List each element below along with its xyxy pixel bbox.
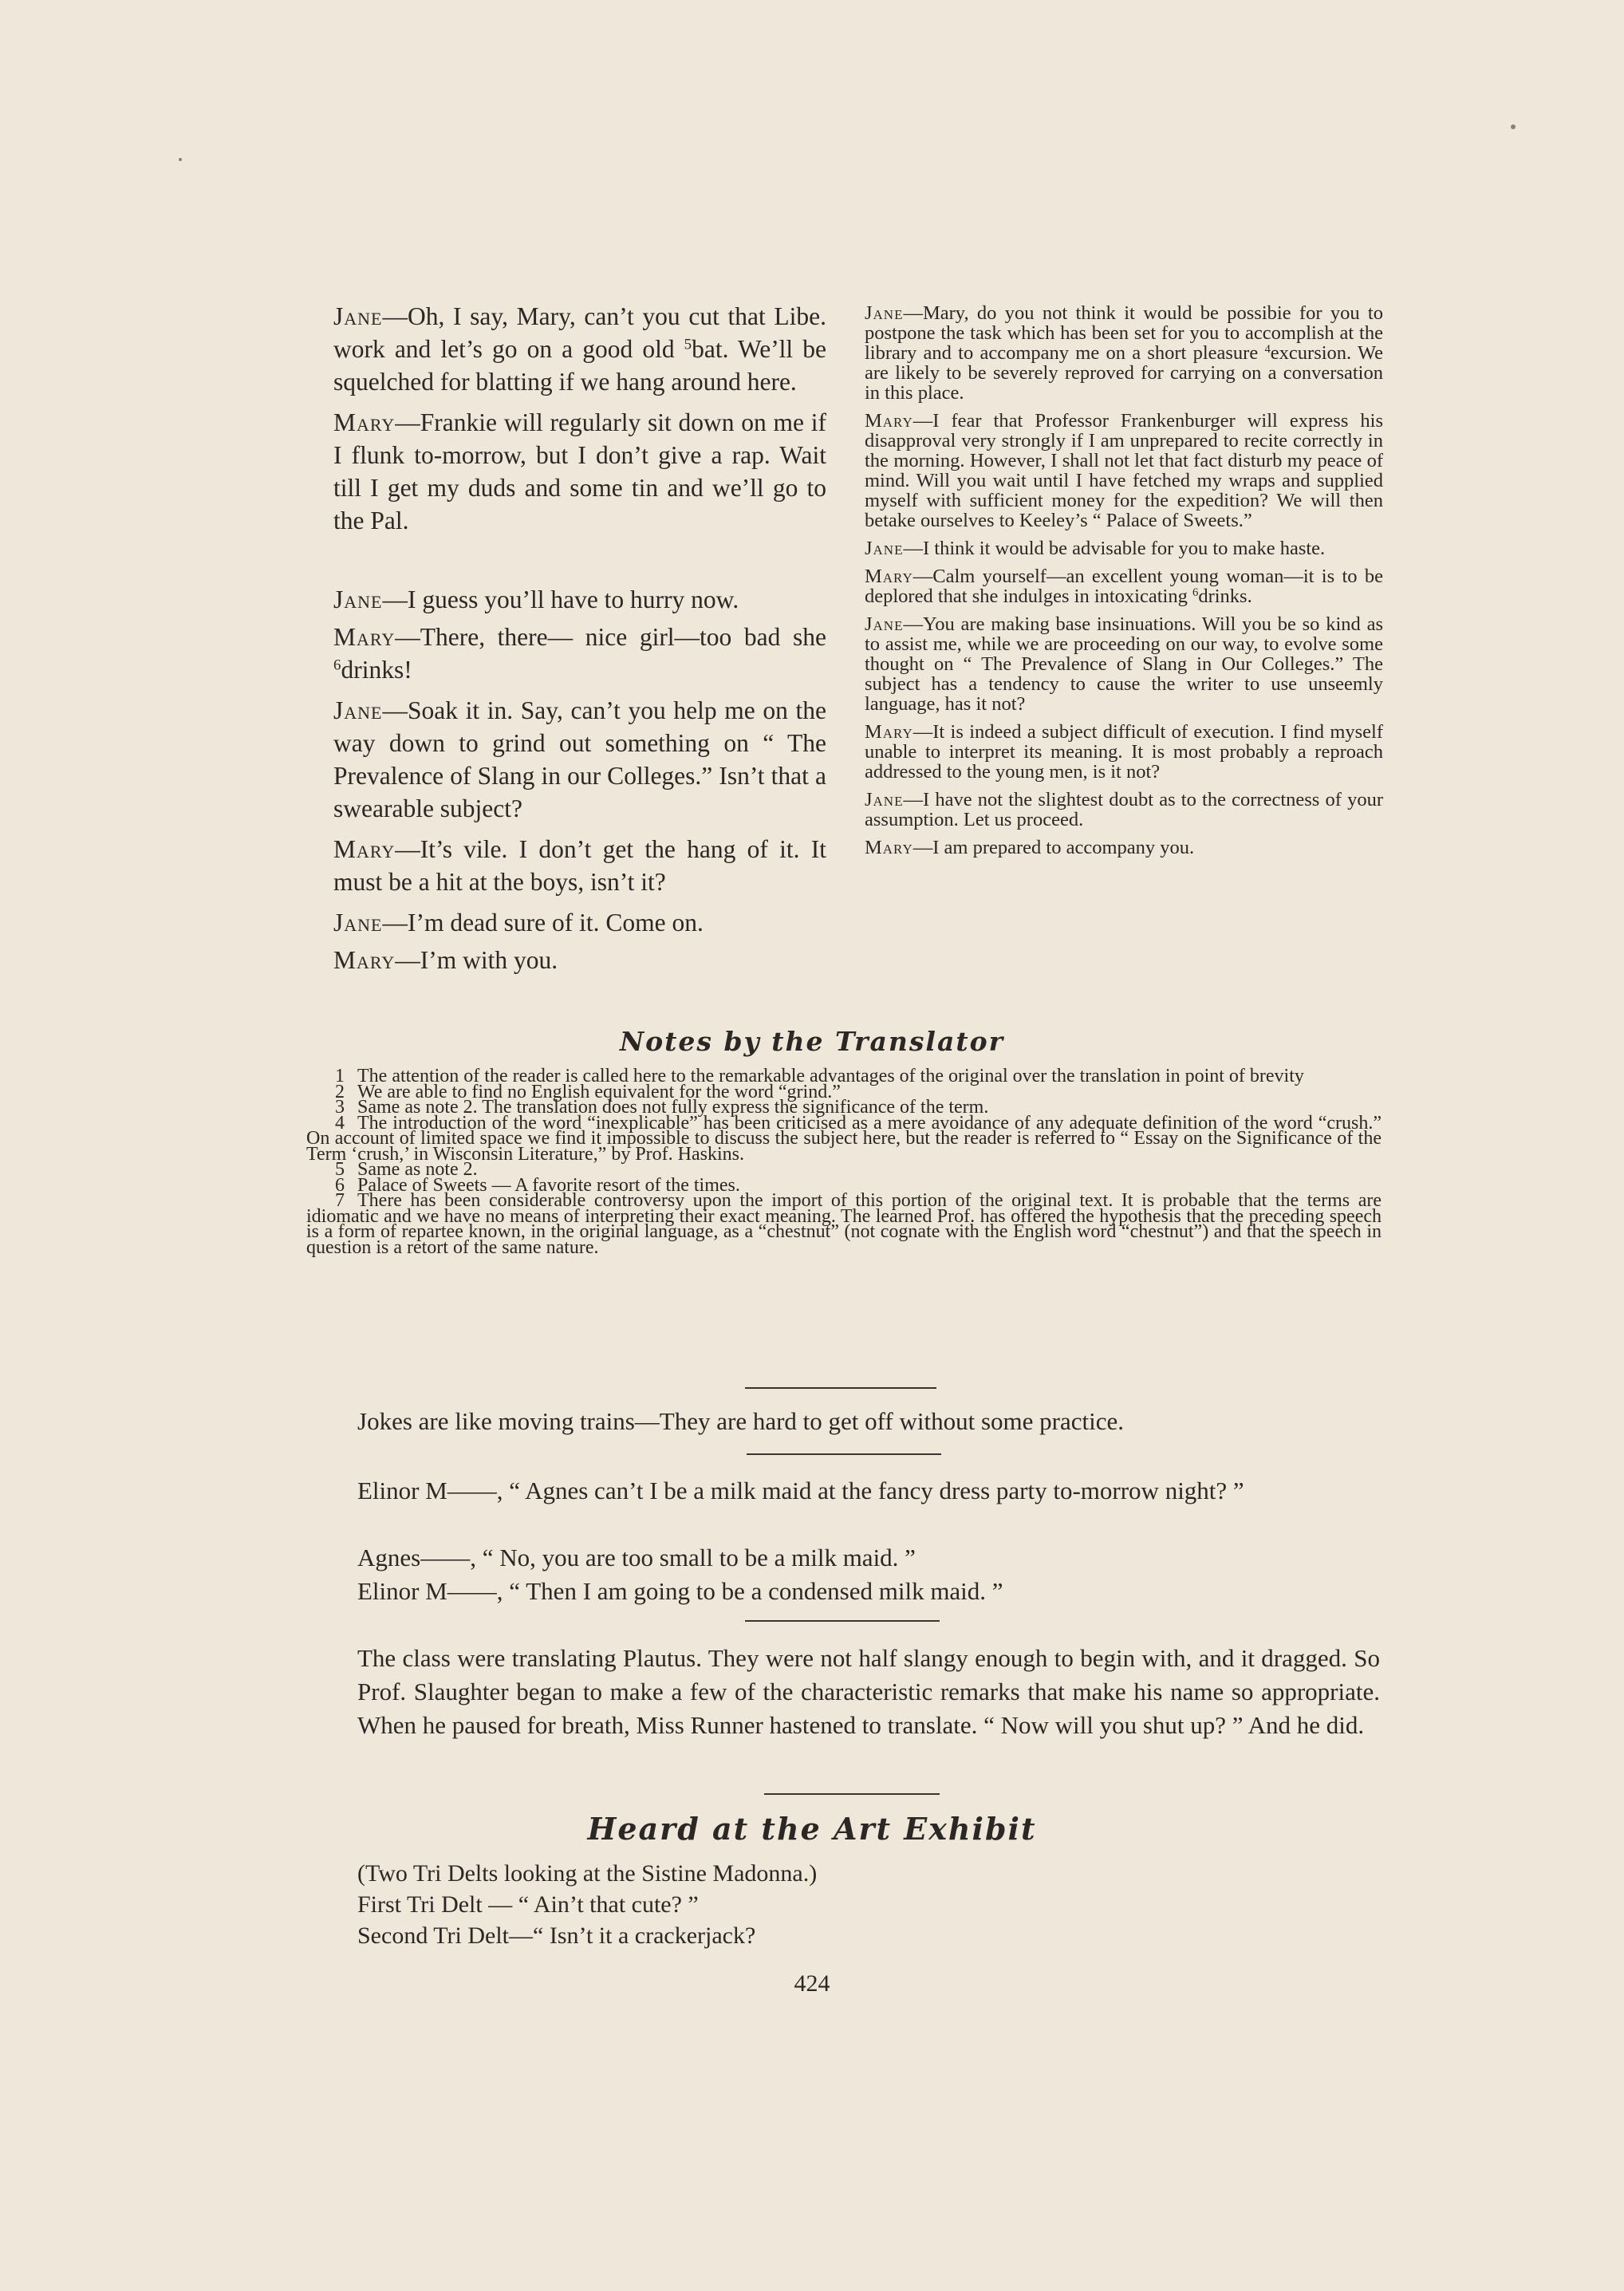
speaker-name: Jane bbox=[333, 696, 383, 724]
note-text: Same as note 2. bbox=[357, 1159, 478, 1180]
note-number: 6 bbox=[335, 1174, 345, 1196]
milk-maid-line: Elinor M——, “ Agnes can’t I be a milk maid at the fancy dress party to-morrow night? ” bbox=[357, 1477, 1244, 1504]
translator-notes bbox=[306, 1066, 1382, 1258]
dialogue-text: Frankie will regularly sit down on me if I flunk to-morrow, but I don’t give a rap. Wait till I get my duds and some tin and we’ll go to the Pal. bbox=[333, 408, 826, 534]
note-text: The attention of the reader is called here to the remarkable advantages of the original over the translation in point of brevity bbox=[357, 1066, 1304, 1086]
dialogue-text: I think it would be advisable for you to make haste. bbox=[922, 538, 1326, 559]
dialogue-text: I’m dead sure of it. Come on. bbox=[407, 909, 704, 937]
dialogue-text: bat. We’ll be squelched for blatting if we hang around here. bbox=[333, 335, 827, 396]
speaker-name: Jane bbox=[865, 789, 904, 810]
paper-speck bbox=[1511, 124, 1516, 129]
dialogue-text: Soak it in. Say, can’t you help me on the way down to grind out something on “ The Prevalence of Slang in our Colleges.” Isn’t that a swearable subject? bbox=[333, 696, 826, 822]
dialogue-line: Mary—I am prepared to accompany you. bbox=[865, 837, 1195, 858]
speaker-name: Mary bbox=[333, 835, 396, 863]
dialogue-text: It is indeed a subject difficult of execution. I find myself unable to interpret its meaning. It is most probably a reproach addressed to the young men, is it not? bbox=[865, 721, 1383, 783]
dialogue-text: There, there— nice girl—too bad she bbox=[420, 623, 826, 651]
dialogue-line: Mary—I fear that Professor Frankenburger will express his disapproval very strongly if I am unprepared to recite correctly in the morning. However, I shall not let that fact disturb my peace of mind. Will you wait until I have fetched my wraps and supplied myself with sufficient money for the expedition? We will then betake ourselves to Keeley’s “ Palace of Sweets.” bbox=[865, 410, 1383, 531]
dialogue-line: Jane—I have not the slightest doubt as to the correctness of your assumption. Let us proceed. bbox=[865, 789, 1383, 830]
dialogue-text: excursion. We are likely to be severely reproved for carrying on a conversation in this place. bbox=[865, 342, 1384, 404]
milk-maid-line: Agnes——, “ No, you are too small to be a milk maid. ” bbox=[357, 1544, 916, 1571]
divider-rule bbox=[745, 1387, 936, 1389]
speaker-name: Jane bbox=[865, 302, 904, 324]
art-exhibit-line: Second Tri Delt—“ Isn’t it a crackerjack? bbox=[357, 1922, 756, 1949]
note-number: 4 bbox=[335, 1112, 345, 1134]
dialogue-text: It’s vile. I don’t get the hang of it. It must be a hit at the boys, isn’t it? bbox=[333, 835, 826, 896]
dialogue-text: drinks! bbox=[341, 656, 412, 684]
note-text: The introduction of the word “inexplicable” has been criticised as a mere avoidance of any adequate definition of the word “crush.” On account of limited space we find it impossible to discuss the subject here, but the reader is referred to “ Essay on the Significance of the Term ‘crush,’ in Wisconsin Literature,” by Prof. Haskins. bbox=[306, 1112, 1382, 1165]
dialogue-line: Jane—Mary, do you not think it would be possibie for you to postpone the task which has been set for you to accomplish at the library and to accompany me on a short pleasure $^4$excursion. We are likely to be severely reproved for carrying on a conversation in this place. bbox=[865, 302, 1384, 404]
speaker-name: Mary bbox=[865, 837, 913, 858]
note-item bbox=[306, 1112, 1382, 1165]
note-text: We are able to find no English equivalent for the word “grind.” bbox=[357, 1081, 841, 1102]
footnote-marker: 6 bbox=[1192, 586, 1199, 599]
dialogue-line: Jane—Soak it in. Say, can’t you help me on the way down to grind out something on “ The Prevalence of Slang in our Colleges.” Isn’t that a swearable subject? bbox=[333, 696, 826, 822]
speaker-name: Mary bbox=[333, 408, 396, 436]
dialogue-line: Jane—I’m dead sure of it. Come on. bbox=[333, 909, 704, 937]
dialogue-text: I have not the slightest doubt as to the correctness of your assumption. Let us proceed. bbox=[865, 789, 1383, 830]
dialogue-line: Jane—I think it would be advisable for you to make haste. bbox=[865, 538, 1326, 559]
note-number: 7 bbox=[335, 1190, 345, 1211]
divider-rule bbox=[764, 1793, 940, 1795]
speaker-name: Mary bbox=[865, 721, 913, 743]
footnote-marker: 6 bbox=[333, 657, 341, 674]
dialogue-line: Jane—You are making base insinuations. Will you be so kind as to assist me, while we are proceeding on our way, to evolve some thought on “ The Prevalence of Slang in Our Colleges.” The subject has a tendency to cause the writer to use unseemly language, has it not? bbox=[865, 613, 1383, 715]
dialogue-line: Mary—There, there— nice girl—too bad she $^6$drinks! bbox=[333, 623, 826, 684]
paper-speck bbox=[179, 158, 182, 161]
dialogue-text: Oh, I say, Mary, can’t you cut that Libe. work and let’s go on a good old bbox=[333, 302, 826, 363]
slang-dialogue-column bbox=[333, 300, 826, 984]
dialogue-text: I am prepared to accompany you. bbox=[932, 837, 1195, 858]
speaker-name: Jane bbox=[865, 613, 904, 635]
note-text: Palace of Sweets — A favorite resort of the times. bbox=[357, 1174, 740, 1196]
speaker-name: Jane bbox=[333, 302, 383, 330]
dialogue-text: You are making base insinuations. Will you be so kind as to assist me, while we are proceeding on our way, to evolve some thought on “ The Prevalence of Slang in Our Colleges.” The subject has a tendency to cause the writer to use unseemly language, has it not? bbox=[865, 613, 1383, 715]
art-exhibit-line: First Tri Delt — “ Ain’t that cute? ” bbox=[357, 1891, 699, 1918]
footnote-marker: 5 bbox=[684, 336, 692, 353]
note-number: 2 bbox=[335, 1081, 345, 1102]
footnote-marker: 4 bbox=[1264, 342, 1271, 356]
dialogue-text: I guess you’ll have to hurry now. bbox=[407, 586, 739, 613]
note-item bbox=[306, 1190, 1382, 1258]
dialogue-line: Mary—I’m with you. bbox=[333, 946, 558, 974]
plautus-anecdote: The class were translating Plautus. They were not half slangy enough to begin with, and it dragged. So Prof. Slaughter began to make a few of the characteristic remarks that make his name so appropriate. When he paused for breath, Miss Runner hastened to translate. “ Now will you shut up? ” And he did. bbox=[357, 1644, 1380, 1739]
note-text: There has been considerable controversy upon the import of this portion of the original text. It is probable that the terms are idiomatic and we have no means of interpreting their exact meaning. The learned Prof. has offered the hypothesis that the preceding speech is a form of repartee known, in the original language, as a “chestnut” (not cognate with the English word “chestnut”) and that the speech in question is a retort of the same nature. bbox=[306, 1190, 1382, 1258]
notes-heading: Notes by the Translator bbox=[620, 1026, 1004, 1057]
dialogue-line: Mary—Calm yourself—an excellent young woman—it is to be deplored that she indulges in intoxicating $^6$drinks. bbox=[865, 566, 1383, 607]
art-exhibit-heading: Heard at the Art Exhibit bbox=[587, 1811, 1037, 1847]
divider-rule bbox=[747, 1453, 941, 1455]
dialogue-line: Mary—Frankie will regularly sit down on me if I flunk to-morrow, but I don’t give a rap. Wait till I get my duds and some tin and we’ll go to the Pal. bbox=[333, 408, 826, 534]
dialogue-line: Jane—Oh, I say, Mary, can’t you cut that Libe. work and let’s go on a good old $^5$bat. We’ll be squelched for blatting if we hang around here. bbox=[333, 302, 827, 396]
note-text: Same as note 2. The translation does not fully express the significance of the term. bbox=[357, 1097, 989, 1118]
dialogue-text: Calm yourself—an excellent young woman—it is to be deplored that she indulges in intoxicating bbox=[865, 566, 1383, 607]
note-number: 1 bbox=[335, 1066, 345, 1086]
milk-maid-line: Elinor M——, “ Then I am going to be a condensed milk maid. ” bbox=[357, 1577, 1003, 1605]
joke-moving-trains: Jokes are like moving trains—They are hard to get off without some practice. bbox=[357, 1407, 1124, 1435]
speaker-name: Jane bbox=[333, 909, 383, 937]
dialogue-text: I’m with you. bbox=[420, 946, 558, 974]
divider-rule bbox=[745, 1620, 940, 1622]
note-number: 3 bbox=[335, 1097, 345, 1118]
dialogue-text: drinks. bbox=[1198, 586, 1252, 607]
speaker-name: Mary bbox=[333, 623, 396, 651]
dialogue-line: Jane—I guess you’ll have to hurry now. bbox=[333, 586, 739, 613]
art-exhibit-line: (Two Tri Delts looking at the Sistine Madonna.) bbox=[357, 1860, 818, 1887]
speaker-name: Mary bbox=[865, 410, 913, 432]
speaker-name: Jane bbox=[333, 586, 383, 613]
speaker-name: Jane bbox=[865, 538, 904, 559]
dialogue-text: I fear that Professor Frankenburger will express his disapproval very strongly if I am unprepared to recite correctly in the morning. However, I shall not let that fact disturb my peace of mind. Will you wait until I have fetched my wraps and supplied myself with sufficient money for the expedition? We will then betake ourselves to Keeley’s “ Palace of Sweets.” bbox=[865, 410, 1383, 531]
dialogue-line: Mary—It is indeed a subject difficult of execution. I find myself unable to interpret its meaning. It is most probably a reproach addressed to the young men, is it not? bbox=[865, 721, 1383, 783]
dialogue-text: Mary, do you not think it would be possibie for you to postpone the task which has been set for you to accomplish at the library and to accompany me on a short pleasure bbox=[865, 302, 1383, 364]
note-number: 5 bbox=[335, 1159, 345, 1180]
translated-dialogue-column bbox=[865, 303, 1383, 866]
dialogue-line: Mary—It’s vile. I don’t get the hang of it. It must be a hit at the boys, isn’t it? bbox=[333, 835, 826, 896]
page-number: 424 bbox=[794, 1970, 830, 1997]
speaker-name: Mary bbox=[865, 566, 913, 587]
speaker-name: Mary bbox=[333, 946, 396, 974]
